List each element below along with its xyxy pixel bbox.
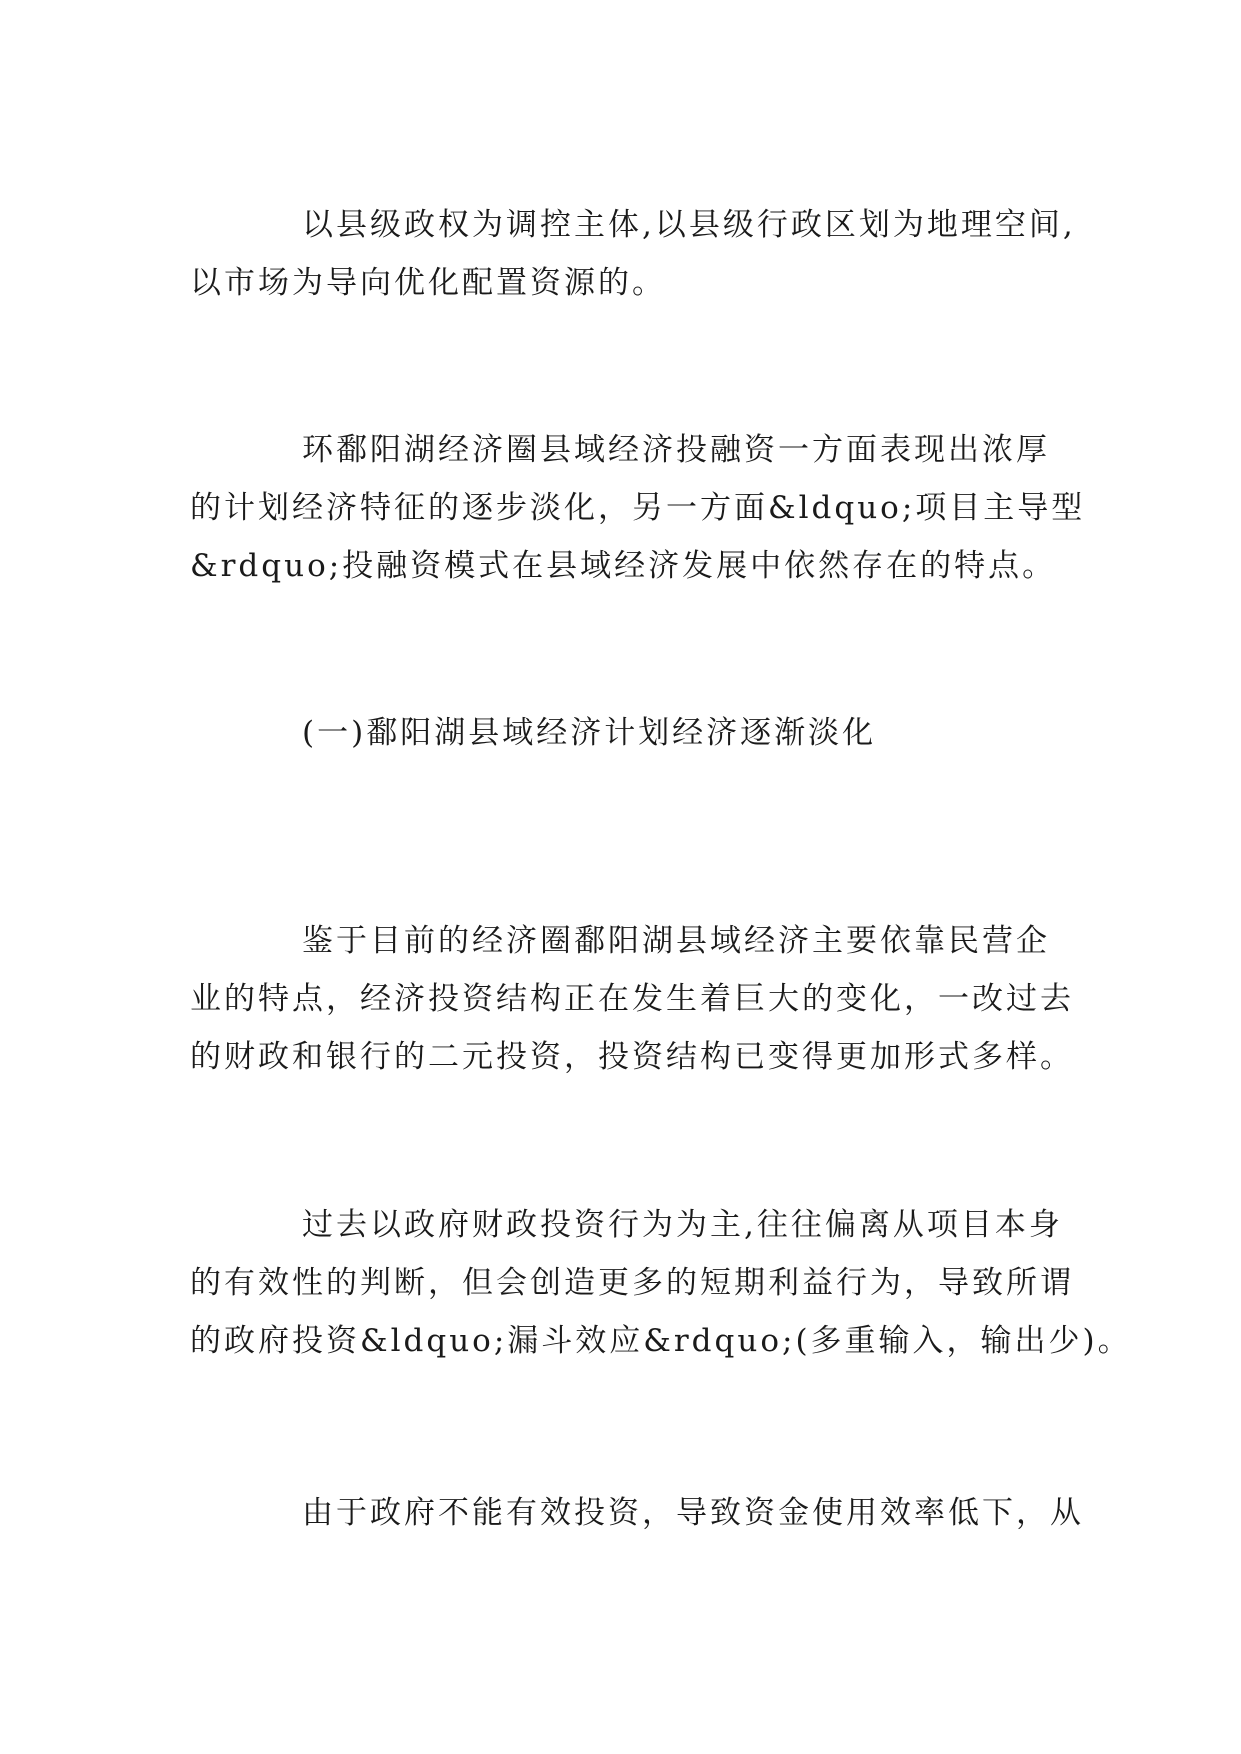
paragraph-line: 的计划经济特征的逐步淡化，另一方面&ldquo;项目主导型	[190, 490, 1086, 526]
paragraph-2	[190, 421, 1090, 595]
paragraph-line: 以市场为导向优化配置资源的。	[190, 265, 666, 301]
paragraph-4	[190, 1196, 1132, 1370]
paragraph-1	[190, 196, 1090, 312]
paragraph-line: 过去以政府财政投资行为为主,往往偏离从项目本身	[302, 1207, 1063, 1243]
paragraph-line: 由于政府不能有效投资，导致资金使用效率低下，从	[302, 1495, 1084, 1531]
paragraph-5	[190, 1484, 1090, 1542]
paragraph-line: 的政府投资&ldquo;漏斗效应&rdquo;(多重输入，输出少)。	[190, 1323, 1132, 1359]
section-heading	[190, 704, 1090, 762]
paragraph-line: 环鄱阳湖经济圈县域经济投融资一方面表现出浓厚	[302, 432, 1050, 468]
paragraph-line: 的有效性的判断，但会创造更多的短期利益行为，导致所谓	[190, 1265, 1074, 1301]
paragraph-line: 业的特点，经济投资结构正在发生着巨大的变化，一改过去	[190, 981, 1074, 1017]
paragraph-3	[190, 912, 1090, 1086]
paragraph-line: 鉴于目前的经济圈鄱阳湖县域经济主要依靠民营企	[302, 923, 1050, 959]
heading-line: (一)鄱阳湖县域经济计划经济逐渐淡化	[302, 715, 877, 751]
paragraph-line: 的财政和银行的二元投资，投资结构已变得更加形式多样。	[190, 1039, 1074, 1075]
paragraph-line: 以县级政权为调控主体,以县级行政区划为地理空间,	[302, 207, 1076, 243]
paragraph-line: &rdquo;投融资模式在县域经济发展中依然存在的特点。	[190, 548, 1057, 584]
